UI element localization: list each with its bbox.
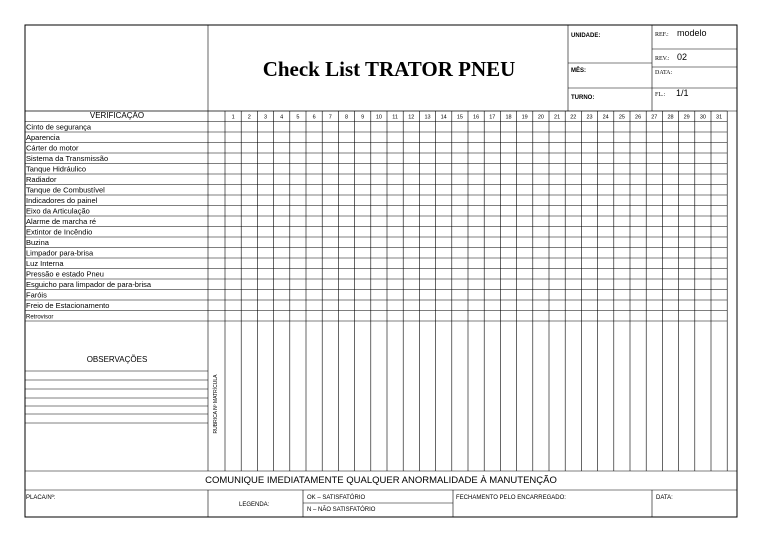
day-label: 31 [716,114,723,121]
page-title: Check List TRATOR PNEU [262,57,516,81]
item-label: Tanque de Combustível [26,185,105,195]
day-label: 6 [312,114,316,121]
item-label: Limpador para-brisa [26,248,94,258]
day-label: 23 [586,114,593,121]
day-label: 24 [602,114,609,121]
item-label: Cárter do motor [26,143,79,153]
day-label: 25 [618,114,625,121]
day-label: 26 [635,114,642,121]
day-label: 10 [375,114,382,121]
item-label: Alarme de marcha ré [26,217,97,226]
day-label: 27 [651,114,658,121]
day-label: 18 [505,114,512,121]
verificacao-header: VERIFICAÇÃO [89,111,145,120]
day-label: 12 [408,114,415,121]
item-label: Sistema da Transmissão [26,154,109,163]
unidade-label: UNIDADE: [571,33,601,39]
day-number-labels [232,115,723,121]
day-label: 13 [424,114,431,121]
item-label: Retrovisor [26,314,54,321]
legend-n: N – NÃO SATISFATÓRIO [307,507,376,513]
day-label: 30 [699,114,706,121]
fechamento-label: FECHAMENTO PELO ENCARREGADO: [456,495,566,501]
data-label: DATA: [655,70,673,76]
day-label: 28 [667,114,674,121]
item-label: Buzina [26,238,49,247]
ref-value: modelo [677,28,707,38]
legend-ok: OK – SATISFATÓRIO [307,495,366,501]
day-label: 15 [456,114,463,121]
placa-label: PLACA/Nº: [26,495,56,501]
item-label: Pressão e estado Pneu [26,269,104,279]
day-label: 17 [489,114,496,121]
item-label: Luz Interna [26,259,64,268]
day-label: 11 [392,114,398,121]
day-label: 29 [683,114,690,121]
day-label: 7 [328,114,332,121]
legenda-label: LEGENDA: [239,502,270,508]
day-label: 4 [280,114,284,121]
day-label: 8 [344,114,349,121]
day-label: 19 [521,114,528,121]
day-label: 14 [440,114,447,121]
item-label: Freio de Estacionamento [26,301,110,310]
notice-text: COMUNIQUE IMEDIATAMENTE QUALQUER ANORMALIDADE À MANUTENÇÃO [205,475,557,486]
item-label: Cinto de segurança [26,122,92,132]
day-label: 21 [554,114,561,121]
day-label: 5 [296,114,300,121]
turno-label: TURNO: [571,95,595,101]
day-label: 20 [537,114,544,121]
mes-label: MÊS: [571,68,586,74]
item-label: Faróis [26,290,47,300]
item-label: Aparencia [26,133,60,142]
footer-data-label: DATA: [656,495,673,501]
fl-label: FL.: [655,92,666,98]
day-label: 1 [231,114,235,121]
observacoes-header: OBSERVAÇÕES [86,355,148,364]
day-label: 16 [473,114,480,121]
day-label: 9 [361,114,365,121]
rubrica-label: RUBRICA Nº MATRÍCULA [213,374,219,434]
item-list [26,123,152,321]
item-label: Extintor de Incêndio [26,227,93,237]
item-label: Eixo da Articulação [26,206,90,216]
item-label: Indicadores do painel [26,196,98,205]
rev-value: 02 [677,52,688,62]
grid-lines [25,25,737,517]
rev-label: REV.: [655,56,670,62]
item-label: Esguicho para limpador de para-brisa [26,280,152,289]
day-label: 3 [263,114,268,121]
item-label: Tanque Hidráulico [26,164,87,174]
item-label: Radiador [26,175,57,184]
ref-label: REF.: [655,32,669,38]
day-label: 22 [570,114,577,121]
fl-value: 1/1 [676,88,689,98]
day-label: 2 [247,114,251,121]
